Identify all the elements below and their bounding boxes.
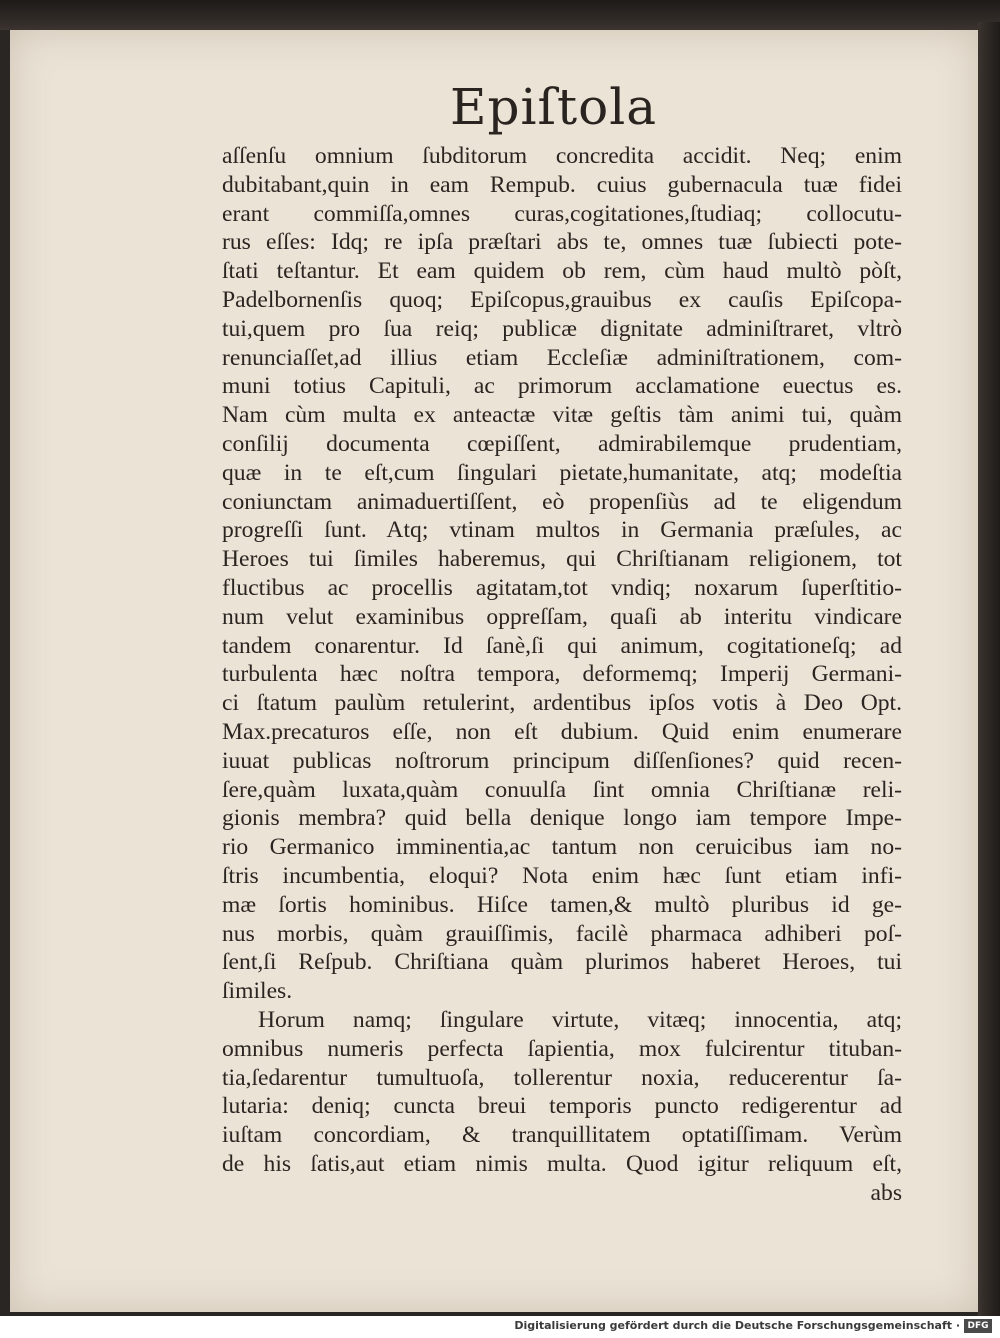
page-edge-right [978, 22, 1000, 1316]
text-line: num velut examinibus oppreſſam, quaſi ab interitu vindicare [222, 603, 902, 630]
text-line: nus morbis, quàm grauiſſimis, facilè pharmaca adhiberi poſ- [222, 920, 902, 947]
footer-credit: Digitalisierung gefördert durch die Deutsche Forschungsgemeinschaft · [514, 1319, 960, 1332]
text-line: aſſenſu omnium ſubditorum concredita accidit. Neq; enim [222, 143, 902, 169]
text-line: mæ ſortis hominibus. Hiſce tamen,& multò pluribus id ge- [222, 891, 902, 918]
text-line: conſilij documenta cœpiſſent, admirabilemque prudentiam, [222, 430, 902, 457]
text-line: ſimiles. [222, 978, 293, 1005]
text-line: renunciaſſet,ad illius etiam Eccleſiæ adminiſtrationem, com- [222, 344, 902, 371]
text-line: Horum namq; ſingulare virtute, vitæq; innocentia, atq; [258, 1006, 902, 1033]
text-line: fluctibus ac procellis agitatam,tot vndiq; noxarum ſuperſtitio- [222, 574, 902, 601]
text-line: de his ſatis,aut etiam nimis multa. Quod igitur reliquum eſt, [222, 1150, 902, 1177]
text-line: rio Germanico imminentia,ac tantum non ceruicibus iam no- [222, 834, 902, 861]
text-line: lutaria: deniq; cuncta breui temporis puncto redigerentur ad [222, 1093, 902, 1120]
footer-bar [0, 1316, 1000, 1338]
text-line: rus eſſes: Idq; re ipſa præſtari abs te, omnes tuæ ſubiecti pote- [222, 229, 902, 256]
text-line: Max.precaturos eſſe, non eſt dubium. Quid enim enumerare [222, 718, 902, 745]
page-edge-top [0, 0, 1000, 30]
text-line: iuſtam concordiam, & tranquillitatem optatiſſimam. Verùm [222, 1122, 902, 1149]
text-line: turbulenta hæc noſtra tempora, deformemq; Imperij Germani- [222, 661, 902, 688]
body-text [222, 142, 902, 1207]
text-line: gionis membra? quid bella denique longo iam tempore Impe- [222, 805, 902, 832]
text-line: tui,quem pro ſua reiq; publicæ dignitate adminiſtraret, vltrò [222, 315, 902, 342]
text-line: muni totius Capituli, ac primorum acclamatione euectus es. [222, 373, 902, 400]
text-line: abs [870, 1179, 902, 1206]
text-line: tandem conarentur. Id ſanè,ſi qui animum, cogitationeſq; ad [222, 632, 902, 659]
dfg-logo: DFG [964, 1319, 992, 1333]
text-line: erant commiſſa,omnes curas,cogitationes,ſtudiaq; collocutu- [222, 200, 902, 227]
text-line: Heroes tui ſimiles haberemus, qui Chriſtianam religionem, tot [222, 546, 902, 573]
text-line: ſtati teſtantur. Et eam quidem ob rem, cùm haud multò pòſt, [222, 258, 902, 285]
text-line: ci ſtatum paulùm retulerint, ardentibus ipſos votis à Deo Opt. [222, 690, 902, 717]
text-line: tia,ſedarentur tumultuoſa, tollerentur noxia, reducerentur ſa- [222, 1064, 902, 1091]
text-line: ſere,quàm luxata,quàm conuulſa ſint omnia Chriſtianæ reli- [222, 776, 902, 803]
running-head: Epiſtola [450, 78, 657, 136]
text-line: ſtris incumbentia, eloqui? Nota enim hæc ſunt etiam infi- [222, 862, 902, 889]
text-line: quæ in te eſt,cum ſingulari pietate,humanitate, atq; modeſtia [222, 459, 902, 486]
text-line: omnibus numeris perfecta ſapientia, mox fulcirentur tituban- [222, 1035, 902, 1062]
text-line: dubitabant,quin in eam Rempub. cuius gubernacula tuæ fidei [222, 171, 902, 198]
text-line: iuuat publicas noſtrorum principum diſſenſiones? quid recen- [222, 747, 902, 774]
text-line: coniunctam animaduertiſſent, eò propenſiùs ad te eligendum [222, 488, 902, 515]
text-line: ſent,ſi Reſpub. Chriſtiana quàm plurimos haberet Heroes, tui [222, 949, 902, 976]
text-line: Padelbornenſis quoq; Epiſcopus,grauibus ex cauſis Epiſcopa- [222, 286, 902, 313]
text-line: progreſſi ſunt. Atq; vtinam multos in Germania præſules, ac [222, 517, 902, 544]
text-line: Nam cùm multa ex anteactæ vitæ geſtis tàm animi tui, quàm [222, 402, 902, 429]
